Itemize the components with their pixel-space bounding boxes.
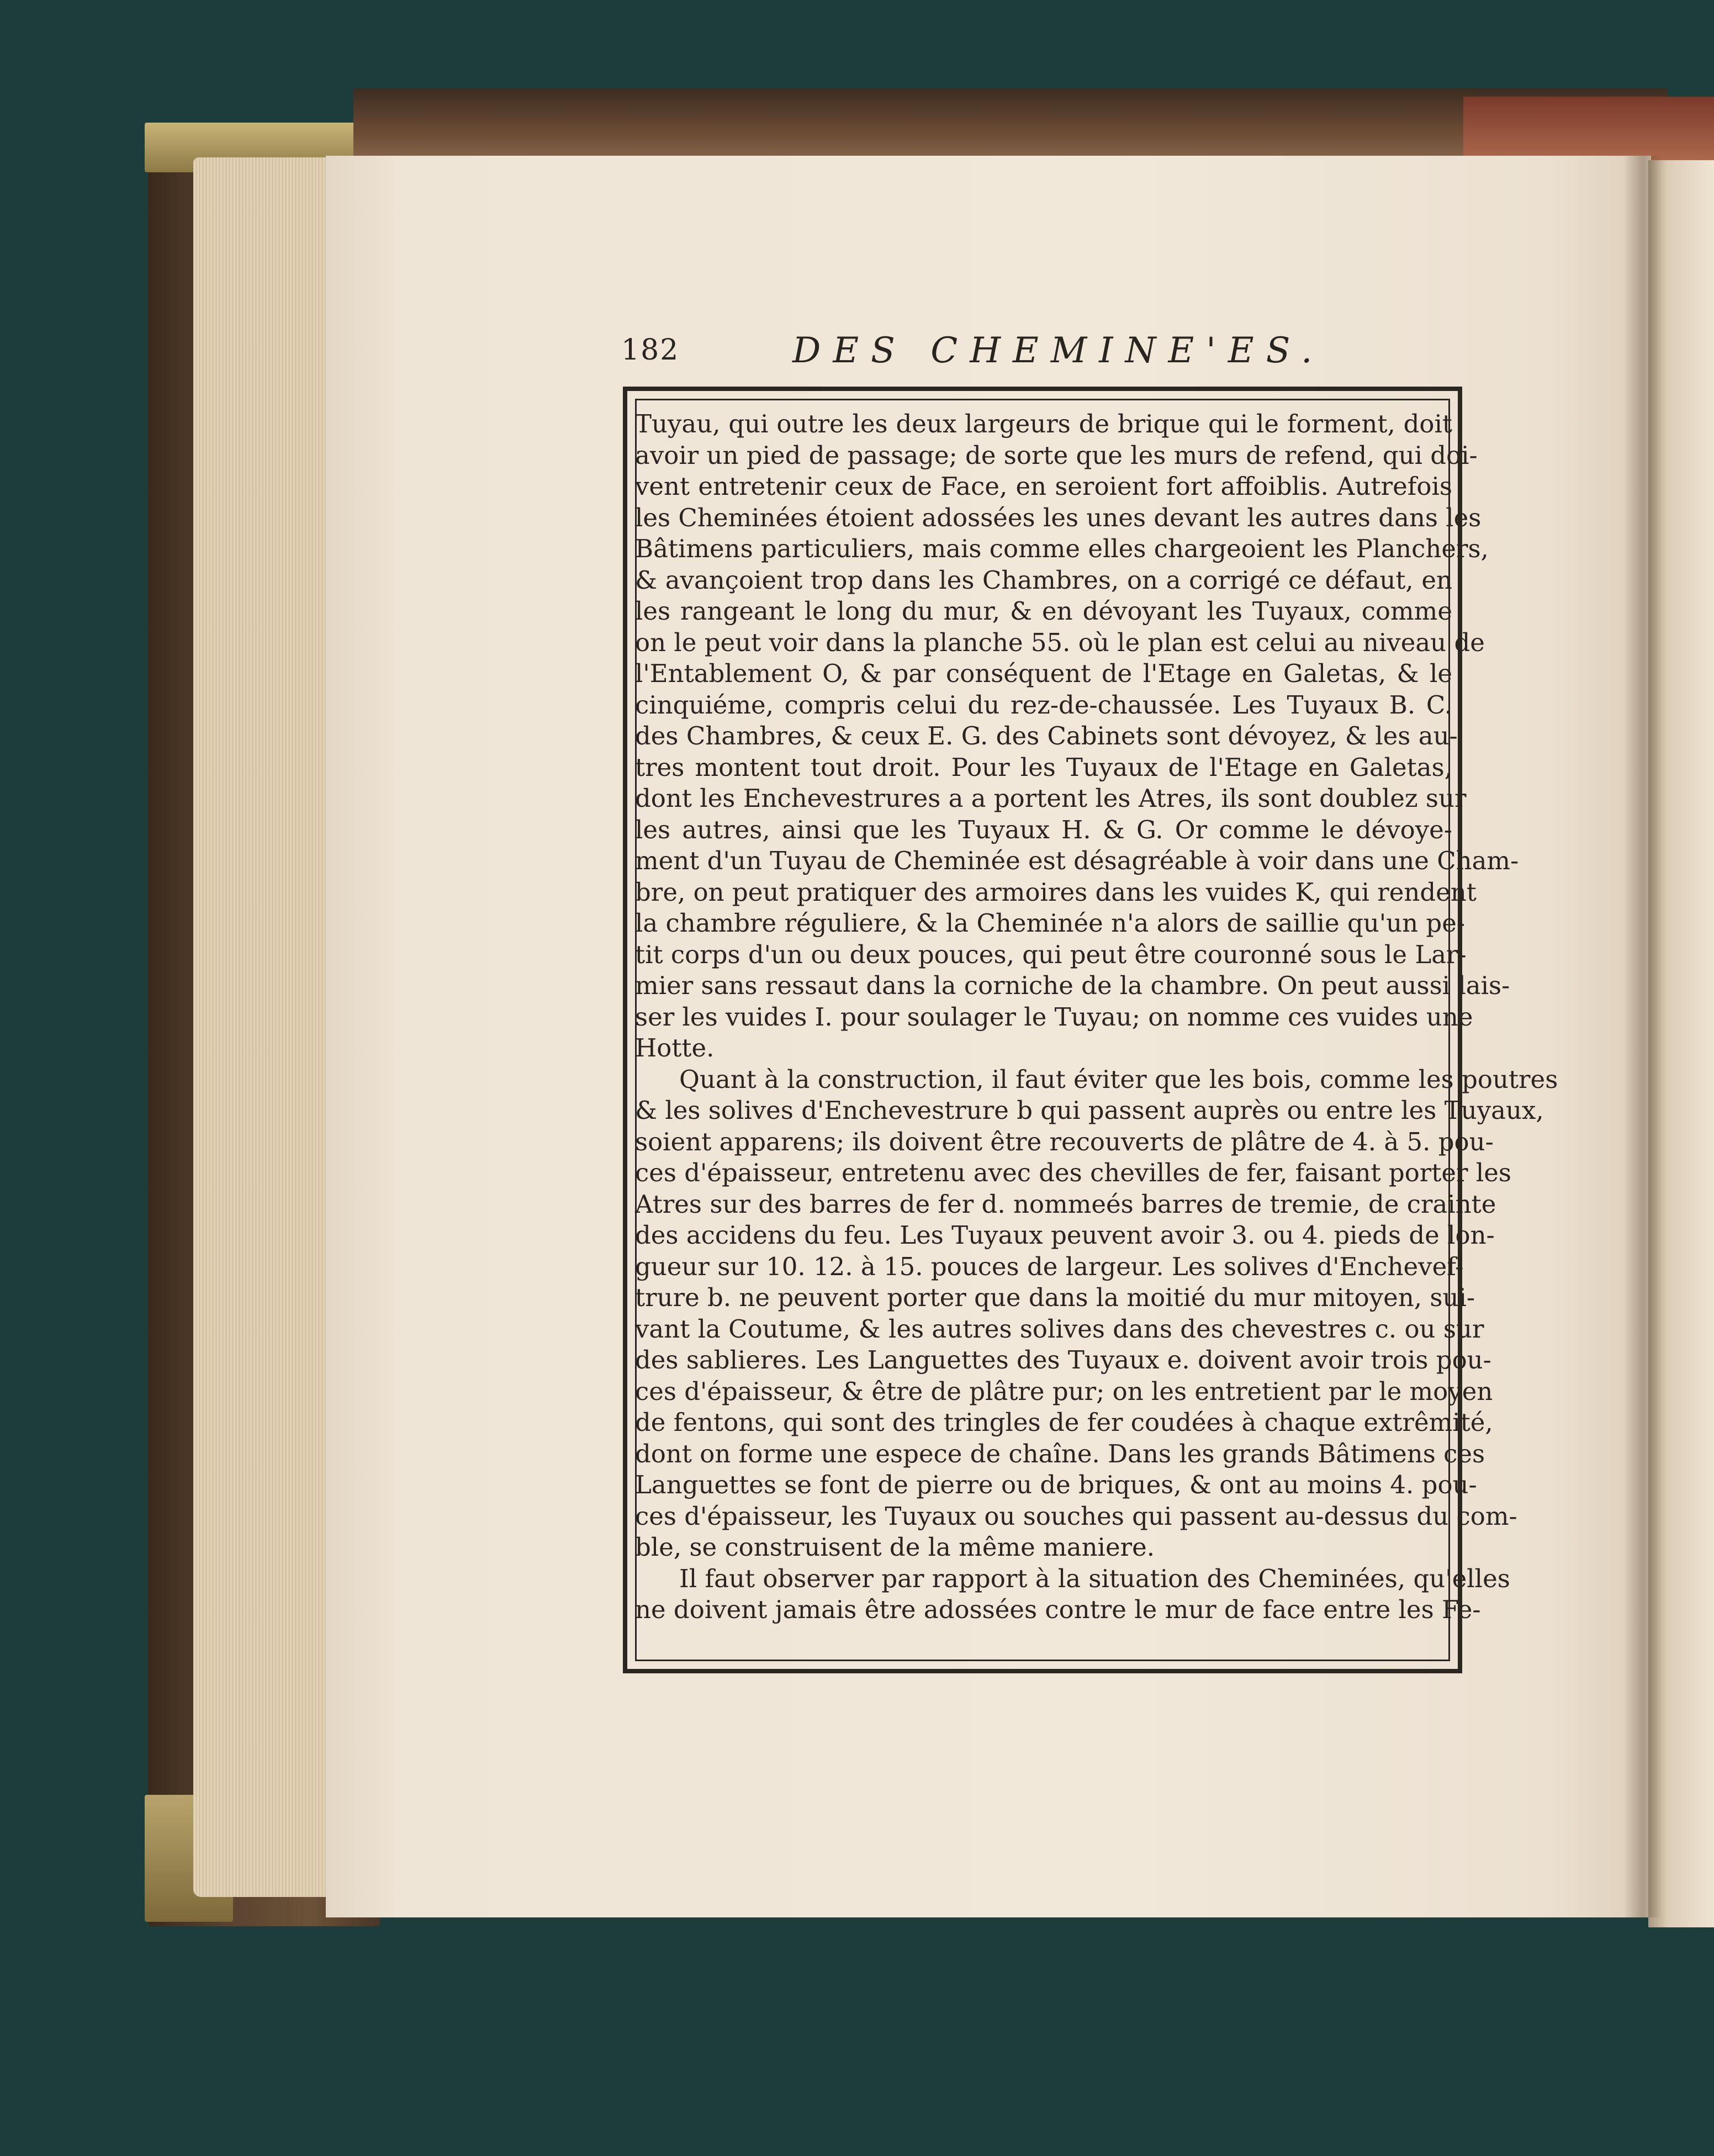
running-head <box>621 330 1361 374</box>
text-line: les autres, ainsi que les Tuyaux H. & G. Or comme le dévoye- <box>635 815 1452 844</box>
text-line: mier sans ressaut dans la corniche de la chambre. On peut aussi lais- <box>635 971 1510 1000</box>
text-line: dont les Enchevestrures a a portent les Atres, ils sont doublez sur <box>635 784 1467 813</box>
text-line: Hotte. <box>635 1033 715 1063</box>
text-line: Languettes se font de pierre ou de briques, & ont au moins 4. pou- <box>635 1470 1477 1499</box>
text-line: vant la Coutume, & les autres solives dans des chevestres c. ou sur <box>635 1314 1484 1344</box>
text-line: tit corps d'un ou deux pouces, qui peut être couronné sous le Lar- <box>635 939 1467 969</box>
text-line: bre, on peut pratiquer des armoires dans les vuides K, qui rendent <box>635 877 1477 907</box>
text-line: des accidens du feu. Les Tuyaux peuvent avoir 3. ou 4. pieds de lon- <box>635 1220 1495 1250</box>
text-line: la chambre réguliere, & la Cheminée n'a alors de saillie qu'un pe- <box>635 908 1466 938</box>
text-line: dont on forme une espece de chaîne. Dans les grands Bâtimens ces <box>635 1439 1485 1468</box>
text-line: ces d'épaisseur, & être de plâtre pur; on les entretient par le moyen <box>635 1376 1493 1406</box>
text-line: ces d'épaisseur, entretenu avec des chevilles de fer, faisant porter les <box>635 1158 1511 1187</box>
text-line: avoir un pied de passage; de sorte que les murs de refend, qui doi- <box>635 440 1478 470</box>
text-line: ble, se construisent de la même maniere. <box>635 1533 1155 1562</box>
text-line: des Chambres, & ceux E. G. des Cabinets sont dévoyez, & les au- <box>635 721 1458 751</box>
page-gutter <box>1623 156 1662 1917</box>
running-title: DES CHEMINE'ES. <box>792 330 1325 371</box>
text-line: ser les vuides I. pour soulager le Tuyau; on nomme ces vuides une <box>635 1002 1473 1032</box>
text-line: Tuyau, qui outre les deux largeurs de brique qui le forment, doit <box>635 409 1452 438</box>
text-line: gueur sur 10. 12. à 15. pouces de largeur. Les solives d'Enchevef- <box>635 1251 1464 1281</box>
page-edges <box>193 157 331 1897</box>
text-line: Quant à la construction, il faut éviter que les bois, comme les poutres <box>679 1064 1558 1094</box>
text-line: l'Entablement O, & par conséquent de l'Etage en Galetas, & le <box>635 659 1452 688</box>
text-line: tres montent tout droit. Pour les Tuyaux de l'Etage en Galetas, <box>635 752 1452 782</box>
text-line: Atres sur des barres de fer d. nommeés barres de tremie, de crainte <box>635 1189 1496 1219</box>
text-line: Il faut observer par rapport à la situation des Cheminées, qu'elles <box>679 1563 1510 1593</box>
text-line: & avançoient trop dans les Chambres, on a corrigé ce défaut, en <box>635 565 1452 595</box>
body-text <box>635 409 1558 1626</box>
text-line: vent entretenir ceux de Face, en seroient fort affoiblis. Autrefois <box>635 472 1452 501</box>
text-line: & les solives d'Enchevestrure b qui passent auprès ou entre les Tuyaux, <box>635 1096 1544 1125</box>
text-line: les rangeant le long du mur, & en dévoyant les Tuyaux, comme <box>635 596 1452 626</box>
text-line: on le peut voir dans la planche 55. où le plan est celui au niveau de <box>635 627 1485 657</box>
text-line: ment d'un Tuyau de Cheminée est désagréable à voir dans une Cham- <box>635 846 1519 875</box>
text-line: des sablieres. Les Languettes des Tuyaux e. doivent avoir trois pou- <box>635 1345 1491 1375</box>
text-line: cinquiéme, compris celui du rez-de-chaussée. Les Tuyaux B. C. <box>635 690 1452 720</box>
page-number: 182 <box>621 334 680 367</box>
text-line: ne doivent jamais être adossées contre le mur de face entre les Fe- <box>635 1595 1481 1624</box>
text-line: Bâtimens particuliers, mais comme elles chargeoient les Planchers, <box>635 534 1489 563</box>
text-line: soient apparens; ils doivent être recouverts de plâtre de 4. à 5. pou- <box>635 1127 1494 1156</box>
text-line: trure b. ne peuvent porter que dans la moitié du mur mitoyen, sui- <box>635 1283 1475 1312</box>
text-line: les Cheminées étoient adossées les unes devant les autres dans les <box>635 503 1482 532</box>
text-line: de fentons, qui sont des tringles de fer coudées à chaque extrêmité, <box>635 1408 1493 1437</box>
text-line: ces d'épaisseur, les Tuyaux ou souches qui passent au-dessus du com- <box>635 1501 1517 1531</box>
